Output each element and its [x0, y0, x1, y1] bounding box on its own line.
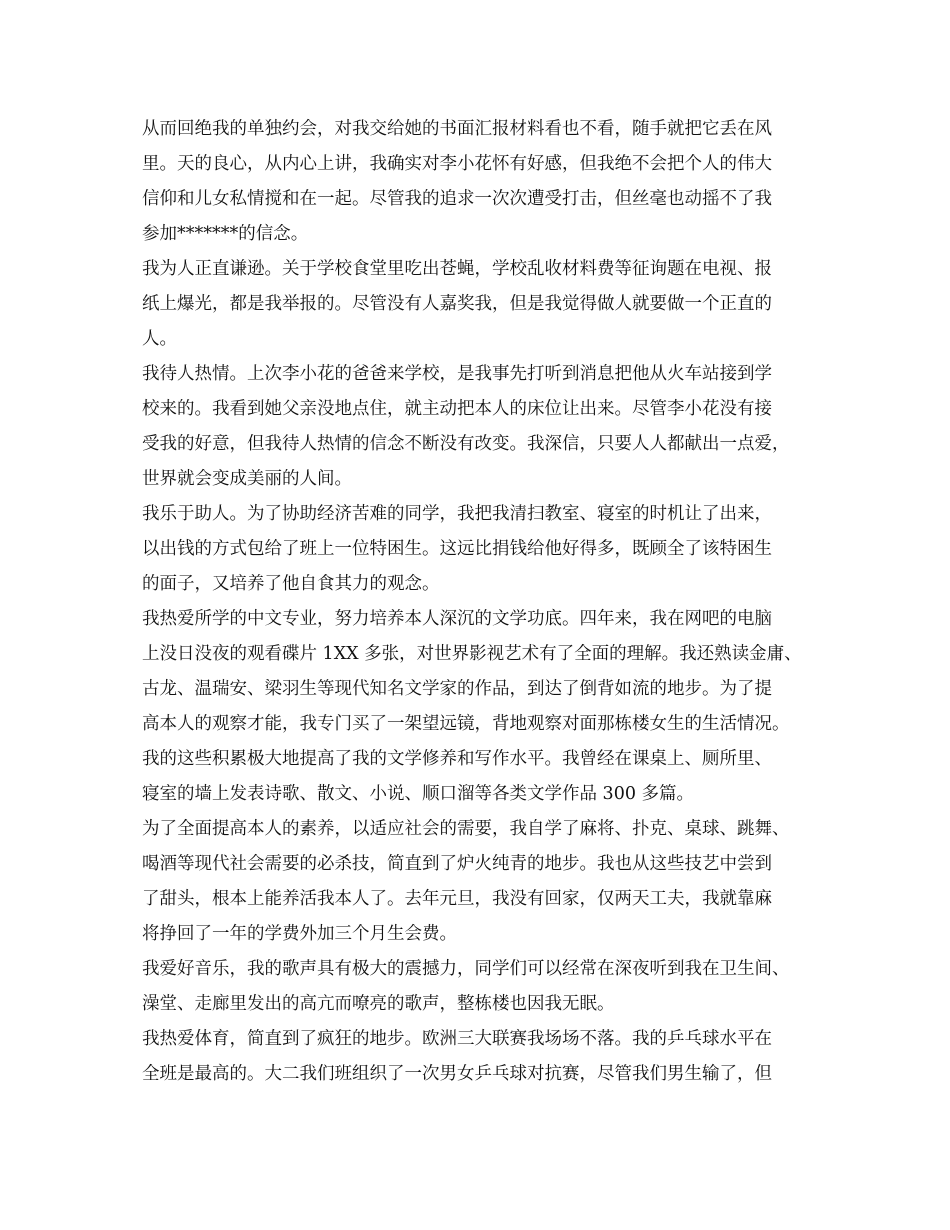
text-line: 高本人的观察才能，我专门买了一架望远镜，背地观察对面那栋楼女生的生活情况。	[142, 714, 790, 734]
text-line: 澡堂、走廊里发出的高亢而嘹亮的歌声，整栋楼也因我无眠。	[142, 994, 615, 1014]
text-line: 我乐于助人。为了协助经济苦难的同学，我把我清扫教室、寝室的时机让了出来，	[142, 504, 772, 524]
text-line: 喝酒等现代社会需要的必杀技，简直到了炉火纯青的地步。我也从这些技艺中尝到	[142, 854, 772, 874]
text-line: 参加*******的信念。	[142, 224, 309, 244]
text-line: 信仰和儿女私情搅和在一起。尽管我的追求一次次遭受打击，但丝毫也动摇不了我	[142, 189, 772, 209]
text-line: 校来的。我看到她父亲没地点住，就主动把本人的床位让出来。尽管李小花没有接	[142, 399, 772, 419]
text-line: 我的这些积累极大地提高了我的文学修养和写作水平。我曾经在课桌上、厕所里、	[142, 749, 772, 769]
text-line: 寝室的墙上发表诗歌、散文、小说、顺口溜等各类文学作品 300 多篇。	[142, 784, 695, 804]
text-line: 世界就会变成美丽的人间。	[142, 469, 352, 489]
text-line: 我为人正直谦逊。关于学校食堂里吃出苍蝇，学校乱收材料费等征询题在电视、报	[142, 259, 772, 279]
text-line: 里。天的良心，从内心上讲，我确实对李小花怀有好感，但我绝不会把个人的伟大	[142, 154, 772, 174]
text-line: 将挣回了一年的学费外加三个月生会费。	[142, 924, 457, 944]
text-line: 人。	[142, 329, 177, 349]
text-line: 从而回绝我的单独约会，对我交给她的书面汇报材料看也不看，随手就把它丢在风	[142, 119, 772, 139]
text-line: 全班是最高的。大二我们班组织了一次男女乒乓球对抗赛，尽管我们男生输了，但	[142, 1064, 772, 1084]
text-line: 古龙、温瑞安、梁羽生等现代知名文学家的作品，到达了倒背如流的地步。为了提	[142, 679, 772, 699]
text-line: 我热爱所学的中文专业，努力培养本人深沉的文学功底。四年来，我在网吧的电脑	[142, 609, 772, 629]
text-line: 为了全面提高本人的素养，以适应社会的需要，我自学了麻将、扑克、桌球、跳舞、	[142, 819, 790, 839]
text-line: 纸上爆光，都是我举报的。尽管没有人嘉奖我，但是我觉得做人就要做一个正直的	[142, 294, 772, 314]
text-line: 我爱好音乐，我的歌声具有极大的震撼力，同学们可以经常在深夜听到我在卫生间、	[142, 959, 790, 979]
text-line: 以出钱的方式包给了班上一位特困生。这远比捐钱给他好得多，既顾全了该特困生	[142, 539, 772, 559]
text-line: 上没日没夜的观看碟片 1XX 多张，对世界影视艺术有了全面的理解。我还熟读金庸、	[142, 644, 802, 664]
text-line: 我待人热情。上次李小花的爸爸来学校，是我事先打听到消息把他从火车站接到学	[142, 364, 772, 384]
text-line: 了甜头，根本上能养活我本人了。去年元旦，我没有回家，仅两天工夫，我就靠麻	[142, 889, 772, 909]
document-page	[142, 112, 828, 1092]
text-line: 的面子，又培养了他自食其力的观念。	[142, 574, 440, 594]
text-line: 受我的好意，但我待人热情的信念不断没有改变。我深信，只要人人都献出一点爱，	[142, 434, 790, 454]
text-line: 我热爱体育，简直到了疯狂的地步。欧洲三大联赛我场场不落。我的乒乓球水平在	[142, 1029, 772, 1049]
